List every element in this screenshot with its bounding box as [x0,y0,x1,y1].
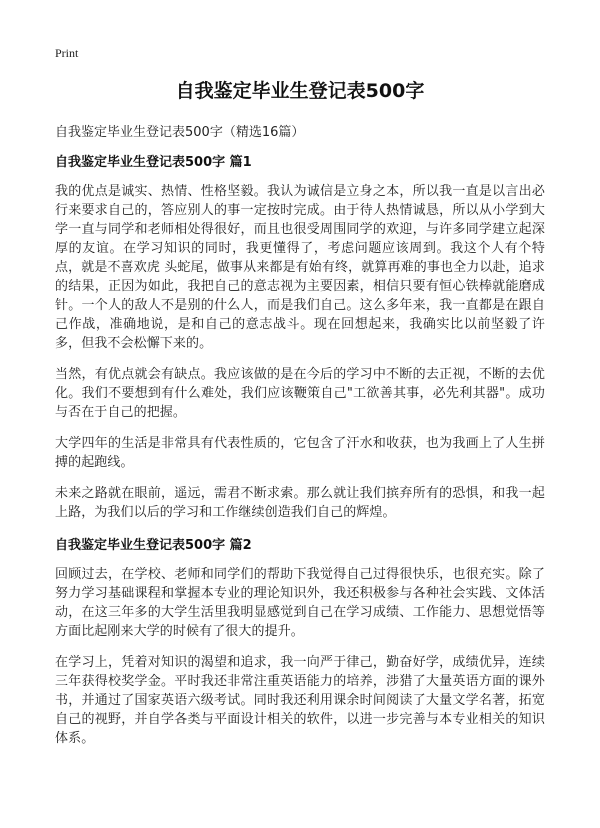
page-title: 自我鉴定毕业生登记表500字 [175,80,425,102]
paragraph: 我的优点是诚实、热情、性格坚毅。我认为诚信是立身之本，所以我一直是以言出必行来要求自己的，答应别人的事一定按时完成。由于待人热情诚恳，所以从小学到大学一直与同学和老师相处得很好，而且也很受周围同学的欢迎，与许多同学建立起深厚的友谊。在学习知识的同时，我更懂得了，考虑问题应该周到。我这个人有个特点，就是不喜欢虎 头蛇尾，做事从来都是有始有终，就算再难的事也全力以赴，追求的结果，正因为如此，我把自己的意志视为主要因素，相信只要有恒心铁棒就能磨成针。一个人的敌人不是别的什么人，而是我们自己。这么多年来，我一直都是在跟自己作战，准确地说，是和自己的意志战斗。现在回想起来，我确实比以前坚毅了许多，但我不会松懈下来的。 [55,184,545,351]
paragraph: 在学习上，凭着对知识的渴望和追求，我一向严于律己，勤奋好学，成绩优异，连续三年获得校奖学金。平时我还非常注重英语能力的培养，涉猎了大量英语方面的课外书，并通过了国家英语六级考试。同时我还利用课余时间阅读了大量文学名著，拓宽自己的视野，并自学各类与平面设计相关的软件，以进一步完善与本专业相关的知识体系。 [55,655,545,746]
section-2 [55,534,545,748]
paragraph: 回顾过去，在学校、老师和同学们的帮助下我觉得自己过得很快乐，也很充实。除了努力学习基础课程和掌握本专业的理论知识外，我还积极参与各种社会实践、文体活动，在这三年多的大学生活里我明显感觉到自己在学习成绩、工作能力、思想觉悟等方面比起刚来大学的时候有了很大的提升。 [55,567,545,639]
document-body [55,151,545,760]
section-1 [55,151,545,522]
paragraph: 大学四年的生活是非常具有代表性质的，它包含了汗水和收获，也为我画上了人生拼搏的起跑线。 [55,436,545,470]
paragraph: 未来之路就在眼前，遥远，需君不断求索。那么就让我们摈弃所有的恐惧，和我一起上路，为我们以后的学习和工作继续创造我们自己的辉煌。 [55,486,545,520]
page-subtitle: 自我鉴定毕业生登记表500字（精选16篇） [55,125,305,140]
print-link[interactable]: Print [55,46,79,60]
section-heading: 自我鉴定毕业生登记表500字 篇1 [55,155,252,170]
section-heading: 自我鉴定毕业生登记表500字 篇2 [55,538,252,553]
paragraph: 当然，有优点就会有缺点。我应该做的是在今后的学习中不断的去正视，不断的去优化。我们不要想到有什么难处，我们应该鞭策自己"工欲善其事，必先利其器"。成功与否在于自己的把握。 [55,367,545,420]
